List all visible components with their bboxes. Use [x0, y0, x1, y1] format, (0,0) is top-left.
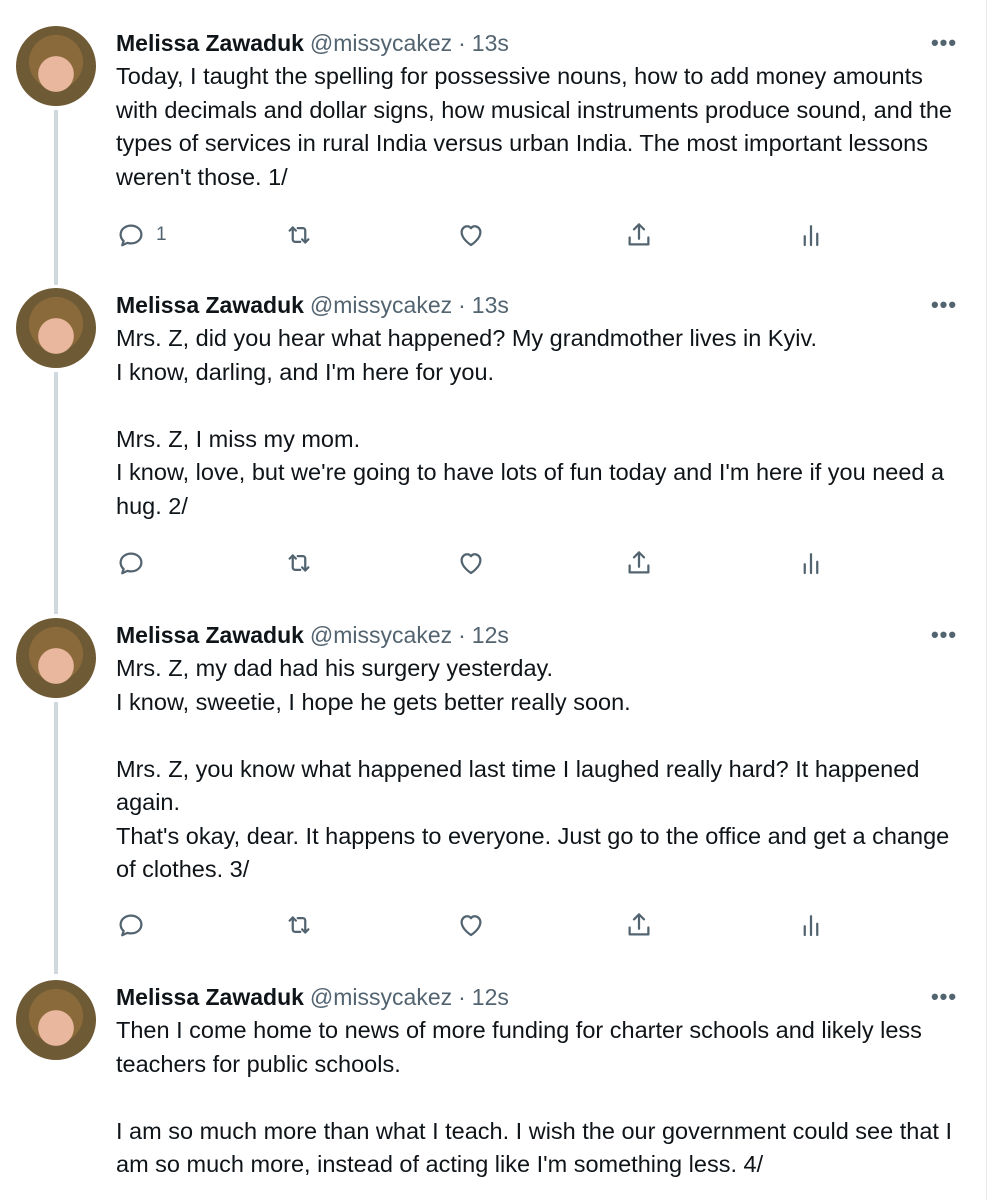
tweet-paragraph: Today, I taught the spelling for possessive nouns, how to add money amounts with decimals and dollar signs, how musical instruments produce sound, and the types of services in rural India versus urban India. The most important lessons weren't those. 1/ — [116, 63, 952, 190]
avatar[interactable] — [16, 980, 96, 1060]
tweet-header — [116, 288, 509, 322]
avatar[interactable] — [16, 288, 96, 368]
reply-icon — [116, 910, 146, 940]
author-handle[interactable]: @missycakez — [309, 291, 453, 318]
share-button[interactable] — [624, 218, 654, 252]
separator: · — [458, 983, 466, 1010]
share-button[interactable] — [624, 546, 654, 580]
share-icon — [624, 220, 654, 250]
timestamp[interactable]: 12s — [471, 983, 509, 1010]
action-bar — [116, 546, 836, 580]
author-handle[interactable]: @missycakez — [309, 983, 453, 1010]
share-icon — [624, 910, 654, 940]
tweet-paragraph: I know, love, but we're going to have lots of fun today and I'm here if you need a hug. 2/ — [116, 459, 945, 519]
author-handle[interactable]: @missycakez — [309, 29, 453, 56]
more-options-button[interactable]: ••• — [930, 622, 958, 647]
tweet-paragraph: I am so much more than what I teach. I wish the our government could see that I am so much more, instead of acting like I'm something less. 4/ — [116, 1117, 952, 1177]
reply-icon — [116, 548, 146, 578]
thread-line — [54, 110, 58, 285]
timestamp[interactable]: 13s — [471, 29, 509, 56]
retweet-button[interactable] — [284, 908, 314, 942]
reply-button[interactable] — [116, 908, 146, 942]
author-handle[interactable]: @missycakez — [309, 621, 453, 648]
analytics-button[interactable] — [796, 218, 826, 252]
paragraph-gap — [116, 389, 966, 423]
retweet-icon — [284, 220, 314, 250]
author-name[interactable]: Melissa Zawaduk — [116, 621, 304, 648]
paragraph-gap — [116, 1081, 966, 1115]
like-button[interactable] — [456, 546, 486, 580]
tweet-paragraph: Mrs. Z, I miss my mom. — [116, 425, 361, 452]
tweet-paragraph: Mrs. Z, you know what happened last time I laughed really hard? It happened again. — [116, 755, 920, 815]
analytics-icon — [796, 910, 826, 940]
like-button[interactable] — [456, 218, 486, 252]
like-icon — [456, 548, 486, 578]
retweet-icon — [284, 548, 314, 578]
analytics-icon — [796, 548, 826, 578]
more-options-button[interactable]: ••• — [930, 30, 958, 55]
author-name[interactable]: Melissa Zawaduk — [116, 291, 304, 318]
tweet-paragraph: Mrs. Z, my dad had his surgery yesterday. — [116, 655, 554, 681]
action-bar — [116, 908, 836, 942]
reply-button[interactable] — [116, 218, 167, 252]
tweet-text — [116, 322, 966, 523]
share-button[interactable] — [624, 908, 654, 942]
thread-line — [54, 702, 58, 974]
share-icon — [624, 548, 654, 578]
avatar[interactable] — [16, 26, 96, 106]
like-icon — [456, 910, 486, 940]
tweet-header — [116, 980, 509, 1014]
retweet-icon — [284, 910, 314, 940]
paragraph-gap — [116, 719, 966, 753]
tweet-paragraph: That's okay, dear. It happens to everyone. Just go to the office and get a change of clothes. 3/ — [116, 822, 950, 882]
timestamp[interactable]: 13s — [471, 291, 509, 318]
separator: · — [458, 291, 466, 318]
retweet-button[interactable] — [284, 546, 314, 580]
tweet-paragraph: I know, darling, and I'm here for you. — [116, 358, 495, 385]
analytics-button[interactable] — [796, 546, 826, 580]
separator: · — [458, 29, 466, 56]
thread-line — [54, 372, 58, 614]
tweet-header — [116, 26, 509, 60]
avatar[interactable] — [16, 618, 96, 698]
tweet-text — [116, 652, 966, 887]
like-icon — [456, 220, 486, 250]
tweet-text — [116, 1014, 966, 1182]
analytics-button[interactable] — [796, 908, 826, 942]
reply-count: 1 — [156, 224, 167, 245]
reply-button[interactable] — [116, 546, 146, 580]
more-options-button[interactable]: ••• — [930, 292, 958, 317]
tweet-text — [116, 60, 966, 194]
timestamp[interactable]: 12s — [471, 621, 509, 648]
tweet-paragraph: I know, sweetie, I hope he gets better really soon. — [116, 688, 631, 715]
action-bar — [116, 218, 836, 252]
tweet-paragraph: Then I come home to news of more funding for charter schools and likely less teachers for public schools. — [116, 1017, 922, 1077]
separator: · — [458, 621, 466, 648]
tweet-paragraph: Mrs. Z, did you hear what happened? My grandmother lives in Kyiv. — [116, 325, 817, 351]
author-name[interactable]: Melissa Zawaduk — [116, 983, 304, 1010]
more-options-button[interactable]: ••• — [930, 984, 958, 1009]
author-name[interactable]: Melissa Zawaduk — [116, 29, 304, 56]
analytics-icon — [796, 220, 826, 250]
retweet-button[interactable] — [284, 218, 314, 252]
tweet-header — [116, 618, 509, 652]
like-button[interactable] — [456, 908, 486, 942]
reply-icon — [116, 220, 146, 250]
